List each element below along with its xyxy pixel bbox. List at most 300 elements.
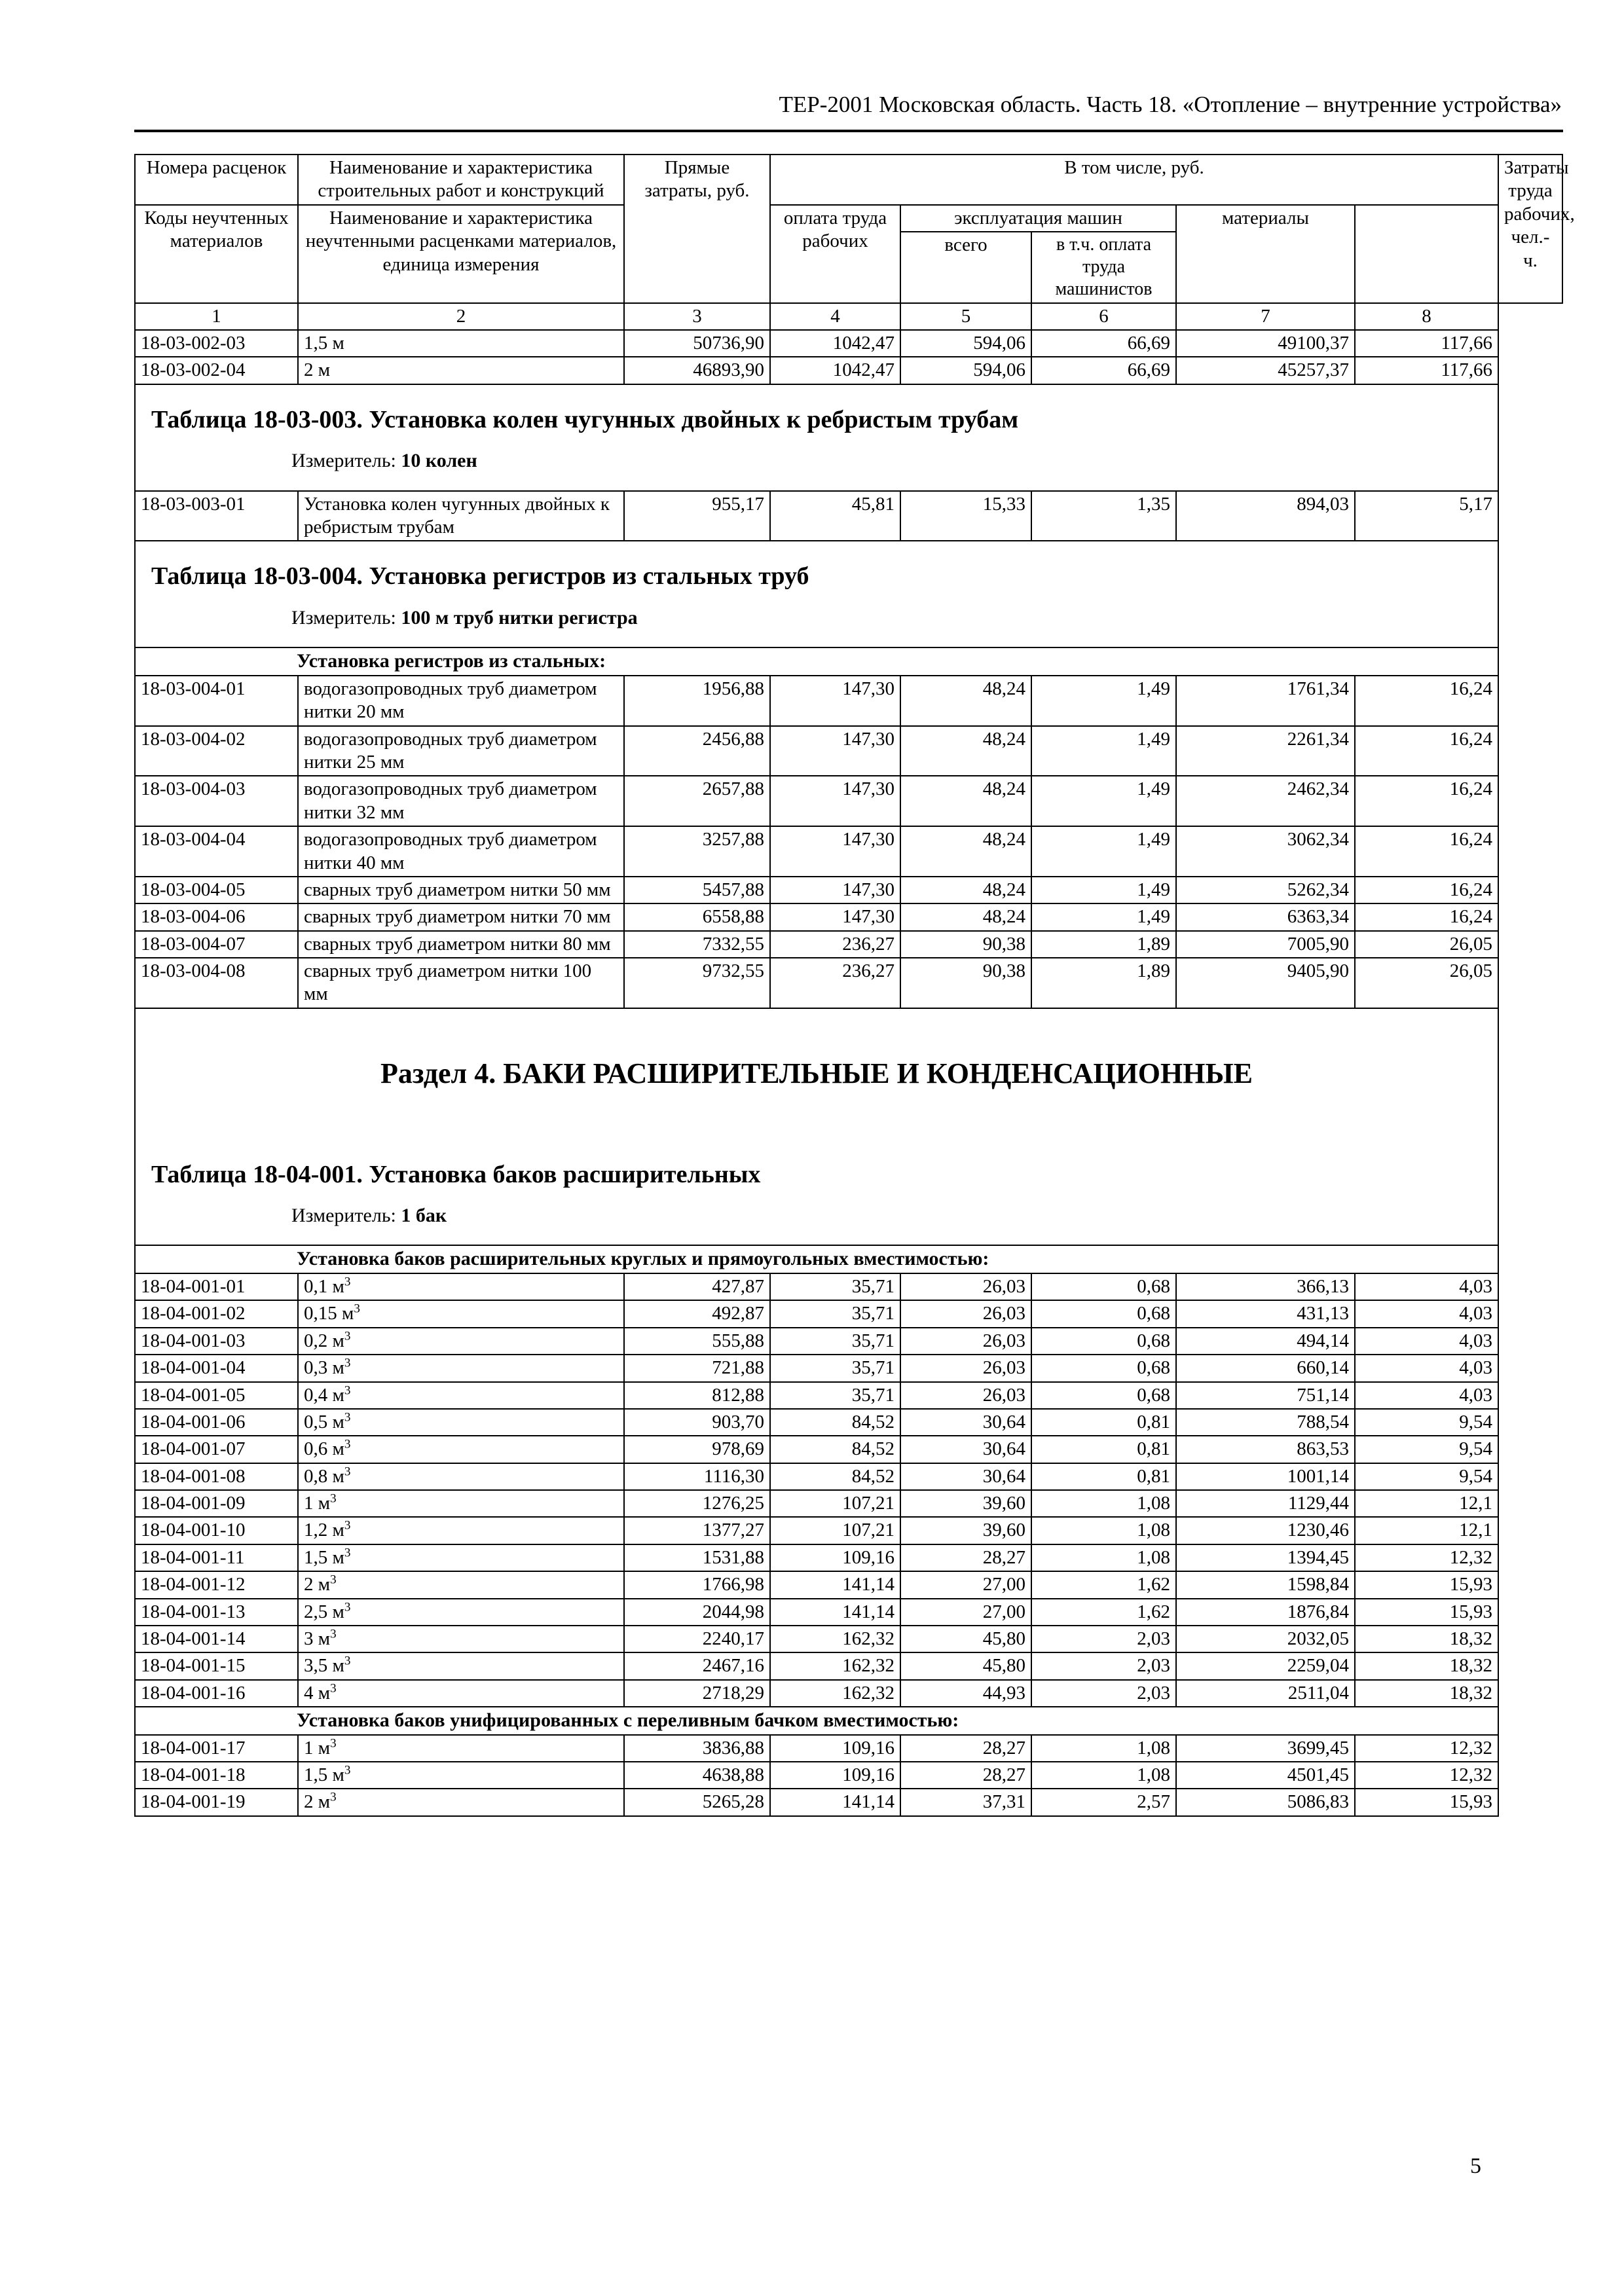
cell-labor: 9,54 <box>1355 1463 1498 1490</box>
cell-materials: 660,14 <box>1176 1355 1355 1381</box>
cell-materials: 1230,46 <box>1176 1517 1355 1544</box>
cell-machines-total: 28,27 <box>900 1544 1031 1571</box>
cell-operator-pay: 1,49 <box>1031 826 1176 877</box>
th-labor-costs: Затраты труда рабочих, чел.-ч. <box>1498 155 1562 303</box>
cell-direct-costs: 5265,28 <box>624 1789 770 1815</box>
cell-worker-pay: 147,30 <box>770 826 900 877</box>
cell-direct-costs: 9732,55 <box>624 958 770 1008</box>
section-title-4: Раздел 4. БАКИ РАСШИРИТЕЛЬНЫЕ И КОНДЕНСАЦИОННЫЕ <box>380 1057 1253 1089</box>
cell-direct-costs: 978,69 <box>624 1436 770 1463</box>
cell-operator-pay: 1,49 <box>1031 726 1176 776</box>
cell-code: 18-04-001-07 <box>135 1436 298 1463</box>
cell-worker-pay: 109,16 <box>770 1762 900 1789</box>
cell-worker-pay: 236,27 <box>770 931 900 958</box>
cell-materials: 1129,44 <box>1176 1490 1355 1517</box>
cell-labor: 18,32 <box>1355 1626 1498 1652</box>
cell-machines-total: 15,33 <box>900 491 1031 541</box>
cell-direct-costs: 5457,88 <box>624 877 770 903</box>
cell-worker-pay: 109,16 <box>770 1544 900 1571</box>
cell-name: 0,15 $м^3$ <box>298 1300 624 1327</box>
cell-operator-pay: 0,68 <box>1031 1382 1176 1409</box>
cell-code: 18-04-001-13 <box>135 1599 298 1626</box>
cell-machines-total: 26,03 <box>900 1382 1031 1409</box>
estimate-table-wrapper <box>134 154 1575 1817</box>
group-row-18-03-004 <box>135 647 1562 676</box>
cell-labor: 12,1 <box>1355 1490 1498 1517</box>
cell-materials: 494,14 <box>1176 1328 1355 1355</box>
cell-code: 18-04-001-09 <box>135 1490 298 1517</box>
cell-operator-pay: 1,62 <box>1031 1599 1176 1626</box>
cell-name: 1 $м^3$ <box>298 1735 624 1762</box>
cell-name: 1,2 $м^3$ <box>298 1517 624 1544</box>
cell-materials: 1761,34 <box>1176 676 1355 726</box>
cell-materials: 45257,37 <box>1176 357 1355 384</box>
table-row <box>135 1762 1562 1789</box>
cell-direct-costs: 555,88 <box>624 1328 770 1355</box>
cell-operator-pay: 0,81 <box>1031 1463 1176 1490</box>
cell-labor: 16,24 <box>1355 877 1498 903</box>
cell-worker-pay: 147,30 <box>770 877 900 903</box>
cell-worker-pay: 35,71 <box>770 1328 900 1355</box>
cell-worker-pay: 162,32 <box>770 1652 900 1679</box>
cell-code: 18-03-004-05 <box>135 877 298 903</box>
header-column-numbers <box>135 303 1562 330</box>
cell-operator-pay: 1,62 <box>1031 1571 1176 1598</box>
cell-labor: 5,17 <box>1355 491 1498 541</box>
table-row <box>135 826 1562 877</box>
cell-direct-costs: 50736,90 <box>624 330 770 357</box>
cell-name: 0,4 $м^3$ <box>298 1382 624 1409</box>
cell-labor: 4,03 <box>1355 1382 1498 1409</box>
th-group-machines: эксплуатация машин <box>900 205 1176 232</box>
cell-direct-costs: 3257,88 <box>624 826 770 877</box>
cell-direct-costs: 1956,88 <box>624 676 770 726</box>
cell-direct-costs: 721,88 <box>624 1355 770 1381</box>
cell-machines-total: 39,60 <box>900 1517 1031 1544</box>
cell-direct-costs: 1377,27 <box>624 1517 770 1544</box>
table-row <box>135 357 1562 384</box>
th-col2-top: Наименование и характеристика строительных работ и конструкций <box>298 155 624 205</box>
measure-18-04-001: Измеритель: 1 бак <box>291 1204 447 1226</box>
cell-labor: 4,03 <box>1355 1328 1498 1355</box>
cell-name: 0,8 $м^3$ <box>298 1463 624 1490</box>
th-col1-top: Номера расценок <box>135 155 298 205</box>
cell-materials: 6363,34 <box>1176 903 1355 930</box>
th-worker-pay: оплата труда рабочих <box>770 205 900 303</box>
table-row <box>135 1409 1562 1436</box>
cell-materials: 1598,84 <box>1176 1571 1355 1598</box>
cell-name: сварных труб диаметром нитки 100 мм <box>298 958 624 1008</box>
cell-code: 18-04-001-17 <box>135 1735 298 1762</box>
table-row <box>135 1273 1562 1300</box>
measure-18-03-003: Измеритель: 10 колен <box>291 450 477 472</box>
table-row <box>135 1300 1562 1327</box>
cell-worker-pay: 147,30 <box>770 676 900 726</box>
table-row <box>135 1544 1562 1571</box>
cell-name: сварных труб диаметром нитки 50 мм <box>298 877 624 903</box>
cell-operator-pay: 0,81 <box>1031 1436 1176 1463</box>
cell-name: 4 $м^3$ <box>298 1680 624 1707</box>
cell-worker-pay: 107,21 <box>770 1490 900 1517</box>
table-row <box>135 1463 1562 1490</box>
cell-materials: 751,14 <box>1176 1382 1355 1409</box>
cell-labor: 18,32 <box>1355 1652 1498 1679</box>
table-row <box>135 1599 1562 1626</box>
cell-machines-total: 26,03 <box>900 1355 1031 1381</box>
cell-materials: 894,03 <box>1176 491 1355 541</box>
cell-worker-pay: 147,30 <box>770 726 900 776</box>
cell-code: 18-03-004-07 <box>135 931 298 958</box>
cell-code: 18-03-003-01 <box>135 491 298 541</box>
cell-materials: 1876,84 <box>1176 1599 1355 1626</box>
table-title-18-03-004: Таблица 18-03-004. Установка регистров из стальных труб <box>151 562 809 591</box>
cell-materials: 2261,34 <box>1176 726 1355 776</box>
table-body <box>135 330 1562 1816</box>
cell-code: 18-03-004-08 <box>135 958 298 1008</box>
cell-worker-pay: 84,52 <box>770 1436 900 1463</box>
cell-operator-pay: 1,08 <box>1031 1762 1176 1789</box>
cell-direct-costs: 427,87 <box>624 1273 770 1300</box>
cell-name: 2 м <box>298 357 624 384</box>
cell-materials: 2462,34 <box>1176 776 1355 826</box>
cell-materials: 2032,05 <box>1176 1626 1355 1652</box>
cell-code: 18-03-004-02 <box>135 726 298 776</box>
cell-name: 1,5 $м^3$ <box>298 1544 624 1571</box>
cell-name: 1,5 $м^3$ <box>298 1762 624 1789</box>
running-header: ТЕР-2001 Московская область. Часть 18. «Отопление – внутренние устройства» <box>779 92 1562 117</box>
cell-name: 1,5 м <box>298 330 624 357</box>
cell-code: 18-04-001-19 <box>135 1789 298 1815</box>
cell-code: 18-03-004-04 <box>135 826 298 877</box>
table-row <box>135 877 1562 903</box>
cell-machines-total: 37,31 <box>900 1789 1031 1815</box>
group-row-18-04-001-1 <box>135 1245 1562 1273</box>
cell-machines-total: 48,24 <box>900 877 1031 903</box>
table-row <box>135 1571 1562 1598</box>
table-row <box>135 1355 1562 1381</box>
cell-operator-pay: 1,49 <box>1031 877 1176 903</box>
cell-direct-costs: 6558,88 <box>624 903 770 930</box>
cell-operator-pay: 2,57 <box>1031 1789 1176 1815</box>
cell-labor: 9,54 <box>1355 1436 1498 1463</box>
col-number-3: 3 <box>624 303 770 330</box>
cell-operator-pay: 1,08 <box>1031 1544 1176 1571</box>
cell-materials: 7005,90 <box>1176 931 1355 958</box>
cell-machines-total: 48,24 <box>900 903 1031 930</box>
cell-labor: 12,32 <box>1355 1544 1498 1571</box>
estimate-table <box>134 154 1575 1817</box>
cell-labor: 16,24 <box>1355 676 1498 726</box>
cell-direct-costs: 2657,88 <box>624 776 770 826</box>
cell-name: водогазопроводных труб диаметром нитки 40 мм <box>298 826 624 877</box>
cell-worker-pay: 45,81 <box>770 491 900 541</box>
cell-code: 18-04-001-08 <box>135 1463 298 1490</box>
section-4-block <box>135 1008 1562 1246</box>
cell-code: 18-03-004-01 <box>135 676 298 726</box>
cell-code: 18-04-001-05 <box>135 1382 298 1409</box>
cell-code: 18-03-002-04 <box>135 357 298 384</box>
cell-code: 18-04-001-14 <box>135 1626 298 1652</box>
cell-direct-costs: 1276,25 <box>624 1490 770 1517</box>
header-row-1 <box>135 155 1562 205</box>
cell-direct-costs: 2044,98 <box>624 1599 770 1626</box>
cell-code: 18-04-001-15 <box>135 1652 298 1679</box>
cell-labor: 26,05 <box>1355 958 1498 1008</box>
cell-worker-pay: 35,71 <box>770 1382 900 1409</box>
cell-direct-costs: 1116,30 <box>624 1463 770 1490</box>
cell-code: 18-04-001-04 <box>135 1355 298 1381</box>
cell-materials: 9405,90 <box>1176 958 1355 1008</box>
cell-name: 2 $м^3$ <box>298 1571 624 1598</box>
cell-machines-total: 30,64 <box>900 1463 1031 1490</box>
cell-labor: 16,24 <box>1355 726 1498 776</box>
cell-operator-pay: 0,68 <box>1031 1355 1176 1381</box>
cell-name: 3,5 $м^3$ <box>298 1652 624 1679</box>
cell-machines-total: 45,80 <box>900 1652 1031 1679</box>
cell-code: 18-04-001-02 <box>135 1300 298 1327</box>
table-row <box>135 1490 1562 1517</box>
cell-machines-total: 39,60 <box>900 1490 1031 1517</box>
cell-worker-pay: 1042,47 <box>770 357 900 384</box>
cell-materials: 431,13 <box>1176 1300 1355 1327</box>
cell-labor: 9,54 <box>1355 1409 1498 1436</box>
cell-machines-total: 48,24 <box>900 776 1031 826</box>
cell-name: 2,5 $м^3$ <box>298 1599 624 1626</box>
col-number-8: 8 <box>1355 303 1498 330</box>
cell-direct-costs: 1531,88 <box>624 1544 770 1571</box>
cell-materials: 1001,14 <box>1176 1463 1355 1490</box>
cell-operator-pay: 1,89 <box>1031 931 1176 958</box>
cell-code: 18-03-004-06 <box>135 903 298 930</box>
cell-machines-total: 30,64 <box>900 1436 1031 1463</box>
cell-labor: 4,03 <box>1355 1355 1498 1381</box>
cell-direct-costs: 2240,17 <box>624 1626 770 1652</box>
cell-machines-total: 48,24 <box>900 826 1031 877</box>
group-title-text: Установка регистров из стальных: <box>297 650 606 672</box>
cell-labor: 16,24 <box>1355 903 1498 930</box>
cell-labor: 26,05 <box>1355 931 1498 958</box>
cell-direct-costs: 2456,88 <box>624 726 770 776</box>
col-number-7: 7 <box>1176 303 1355 330</box>
cell-direct-costs: 492,87 <box>624 1300 770 1327</box>
cell-materials: 4501,45 <box>1176 1762 1355 1789</box>
cell-machines-total: 594,06 <box>900 357 1031 384</box>
th-group-including: В том числе, руб. <box>770 155 1498 205</box>
cell-direct-costs: 1766,98 <box>624 1571 770 1598</box>
cell-name: водогазопроводных труб диаметром нитки 20 мм <box>298 676 624 726</box>
cell-code: 18-04-001-12 <box>135 1571 298 1598</box>
cell-machines-total: 27,00 <box>900 1571 1031 1598</box>
cell-code: 18-04-001-11 <box>135 1544 298 1571</box>
cell-name: сварных труб диаметром нитки 80 мм <box>298 931 624 958</box>
table-row <box>135 958 1562 1008</box>
col-number-4: 4 <box>770 303 900 330</box>
cell-labor: 16,24 <box>1355 826 1498 877</box>
table-row <box>135 726 1562 776</box>
cell-operator-pay: 1,89 <box>1031 958 1176 1008</box>
cell-labor: 4,03 <box>1355 1273 1498 1300</box>
table-row <box>135 1328 1562 1355</box>
cell-worker-pay: 84,52 <box>770 1409 900 1436</box>
cell-materials: 3699,45 <box>1176 1735 1355 1762</box>
cell-machines-total: 26,03 <box>900 1273 1031 1300</box>
cell-operator-pay: 2,03 <box>1031 1652 1176 1679</box>
cell-machines-total: 90,38 <box>900 958 1031 1008</box>
cell-materials: 2511,04 <box>1176 1680 1355 1707</box>
cell-machines-total: 26,03 <box>900 1328 1031 1355</box>
cell-labor: 16,24 <box>1355 776 1498 826</box>
cell-labor: 117,66 <box>1355 330 1498 357</box>
table-row <box>135 1789 1562 1815</box>
cell-operator-pay: 66,69 <box>1031 330 1176 357</box>
cell-worker-pay: 141,14 <box>770 1571 900 1598</box>
cell-worker-pay: 35,71 <box>770 1300 900 1327</box>
cell-operator-pay: 2,03 <box>1031 1680 1176 1707</box>
cell-worker-pay: 35,71 <box>770 1273 900 1300</box>
table-row <box>135 931 1562 958</box>
cell-machines-total: 26,03 <box>900 1300 1031 1327</box>
cell-worker-pay: 107,21 <box>770 1517 900 1544</box>
cell-operator-pay: 1,08 <box>1031 1490 1176 1517</box>
cell-direct-costs: 4638,88 <box>624 1762 770 1789</box>
cell-name: 0,2 $м^3$ <box>298 1328 624 1355</box>
th-group-materials: материалы <box>1176 205 1355 303</box>
cell-name: 2 $м^3$ <box>298 1789 624 1815</box>
cell-materials: 5262,34 <box>1176 877 1355 903</box>
th-col2-bottom: Наименование и характеристика неучтенными расценками материалов, единица измерения <box>298 205 624 303</box>
th-machines-total: всего <box>900 232 1031 302</box>
measure-18-03-004: Измеритель: 100 м труб нитки регистра <box>291 606 638 629</box>
cell-code: 18-03-002-03 <box>135 330 298 357</box>
cell-operator-pay: 0,68 <box>1031 1328 1176 1355</box>
table-row <box>135 1626 1562 1652</box>
cell-operator-pay: 2,03 <box>1031 1626 1176 1652</box>
col-number-2: 2 <box>298 303 624 330</box>
header-rule <box>134 130 1563 132</box>
cell-materials: 1394,45 <box>1176 1544 1355 1571</box>
table-row <box>135 1652 1562 1679</box>
cell-operator-pay: 1,08 <box>1031 1517 1176 1544</box>
cell-worker-pay: 109,16 <box>770 1735 900 1762</box>
cell-name: водогазопроводных труб диаметром нитки 32 мм <box>298 776 624 826</box>
cell-name: Установка колен чугунных двойных к ребристым трубам <box>298 491 624 541</box>
page-number: 5 <box>1470 2154 1481 2178</box>
cell-worker-pay: 141,14 <box>770 1599 900 1626</box>
cell-machines-total: 28,27 <box>900 1735 1031 1762</box>
cell-operator-pay: 0,81 <box>1031 1409 1176 1436</box>
table-row <box>135 330 1562 357</box>
cell-direct-costs: 46893,90 <box>624 357 770 384</box>
cell-operator-pay: 0,68 <box>1031 1300 1176 1327</box>
cell-worker-pay: 162,32 <box>770 1626 900 1652</box>
cell-machines-total: 28,27 <box>900 1762 1031 1789</box>
cell-operator-pay: 1,35 <box>1031 491 1176 541</box>
cell-direct-costs: 2467,16 <box>624 1652 770 1679</box>
table-block-18-03-004-heading <box>135 541 1562 647</box>
cell-labor: 18,32 <box>1355 1680 1498 1707</box>
cell-direct-costs: 903,70 <box>624 1409 770 1436</box>
cell-machines-total: 30,64 <box>900 1409 1031 1436</box>
cell-worker-pay: 35,71 <box>770 1355 900 1381</box>
cell-code: 18-04-001-10 <box>135 1517 298 1544</box>
cell-name: 3 $м^3$ <box>298 1626 624 1652</box>
cell-worker-pay: 162,32 <box>770 1680 900 1707</box>
group-title-text: Установка баков расширительных круглых и прямоугольных вместимостью: <box>297 1248 989 1270</box>
table-row <box>135 776 1562 826</box>
cell-name: 0,3 $м^3$ <box>298 1355 624 1381</box>
cell-code: 18-04-001-01 <box>135 1273 298 1300</box>
table-row <box>135 1436 1562 1463</box>
table-title-18-04-001: Таблица 18-04-001. Установка баков расширительных <box>151 1160 761 1188</box>
cell-code: 18-04-001-06 <box>135 1409 298 1436</box>
cell-labor: 117,66 <box>1355 357 1498 384</box>
cell-name: водогазопроводных труб диаметром нитки 25 мм <box>298 726 624 776</box>
table-row <box>135 1735 1562 1762</box>
th-col1-bottom: Коды неучтенных материалов <box>135 205 298 303</box>
cell-materials: 3062,34 <box>1176 826 1355 877</box>
cell-materials: 5086,83 <box>1176 1789 1355 1815</box>
cell-worker-pay: 236,27 <box>770 958 900 1008</box>
cell-worker-pay: 84,52 <box>770 1463 900 1490</box>
cell-labor: 12,32 <box>1355 1762 1498 1789</box>
cell-direct-costs: 7332,55 <box>624 931 770 958</box>
th-direct-costs: Прямые затраты, руб. <box>624 155 770 303</box>
table-block-18-03-003-heading <box>135 384 1562 491</box>
cell-materials: 788,54 <box>1176 1409 1355 1436</box>
table-title-18-03-003: Таблица 18-03-003. Установка колен чугунных двойных к ребристым трубам <box>151 405 1019 433</box>
cell-materials: 2259,04 <box>1176 1652 1355 1679</box>
cell-direct-costs: 955,17 <box>624 491 770 541</box>
cell-code: 18-04-001-16 <box>135 1680 298 1707</box>
table-row <box>135 1680 1562 1707</box>
cell-labor: 12,32 <box>1355 1735 1498 1762</box>
cell-name: 0,6 $м^3$ <box>298 1436 624 1463</box>
cell-labor: 12,1 <box>1355 1517 1498 1544</box>
cell-direct-costs: 2718,29 <box>624 1680 770 1707</box>
cell-materials: 863,53 <box>1176 1436 1355 1463</box>
col-number-5: 5 <box>900 303 1031 330</box>
cell-materials: 366,13 <box>1176 1273 1355 1300</box>
cell-operator-pay: 1,49 <box>1031 676 1176 726</box>
th-operator-pay: в т.ч. оплата труда машинистов <box>1031 232 1176 302</box>
cell-machines-total: 48,24 <box>900 726 1031 776</box>
col-number-1: 1 <box>135 303 298 330</box>
cell-machines-total: 27,00 <box>900 1599 1031 1626</box>
cell-labor: 15,93 <box>1355 1599 1498 1626</box>
table-row <box>135 1382 1562 1409</box>
cell-operator-pay: 1,49 <box>1031 776 1176 826</box>
table-row <box>135 1517 1562 1544</box>
cell-worker-pay: 147,30 <box>770 903 900 930</box>
cell-name: 0,1 $м^3$ <box>298 1273 624 1300</box>
cell-machines-total: 48,24 <box>900 676 1031 726</box>
cell-name: 0,5 $м^3$ <box>298 1409 624 1436</box>
cell-operator-pay: 66,69 <box>1031 357 1176 384</box>
cell-machines-total: 44,93 <box>900 1680 1031 1707</box>
cell-machines-total: 90,38 <box>900 931 1031 958</box>
cell-worker-pay: 1042,47 <box>770 330 900 357</box>
cell-code: 18-04-001-18 <box>135 1762 298 1789</box>
table-head <box>135 155 1575 330</box>
cell-name: 1 $м^3$ <box>298 1490 624 1517</box>
group-row-18-04-001-2 <box>135 1707 1562 1735</box>
group-title-text: Установка баков унифицированных с переливным бачком вместимостью: <box>297 1709 959 1732</box>
cell-worker-pay: 147,30 <box>770 776 900 826</box>
cell-operator-pay: 0,68 <box>1031 1273 1176 1300</box>
cell-operator-pay: 1,08 <box>1031 1735 1176 1762</box>
cell-operator-pay: 1,49 <box>1031 903 1176 930</box>
cell-labor: 15,93 <box>1355 1789 1498 1815</box>
